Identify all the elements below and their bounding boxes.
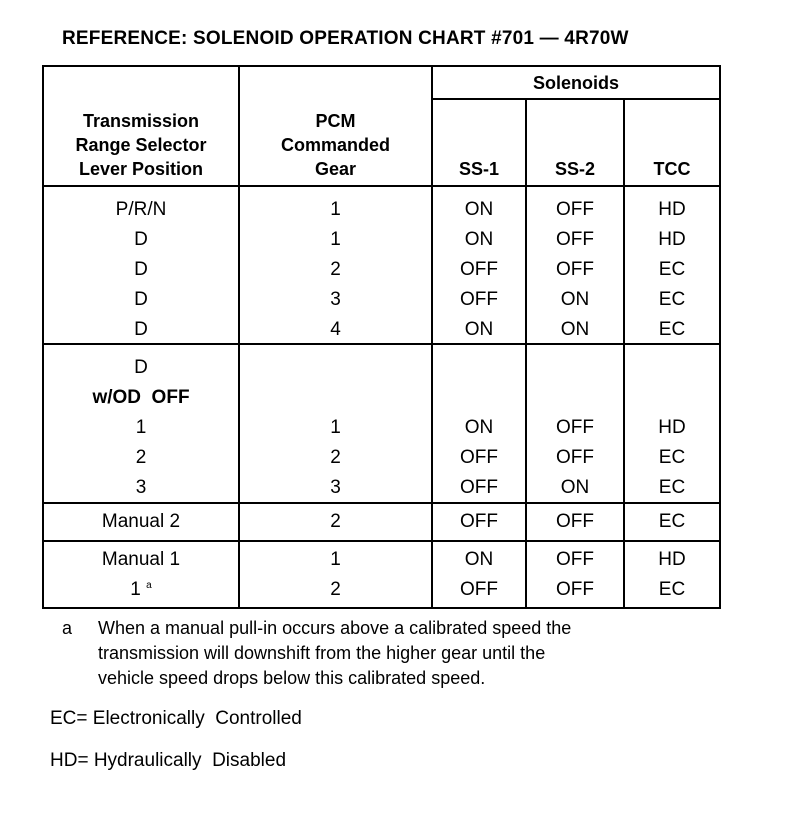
gear-cell: 2 bbox=[330, 579, 341, 600]
footnote-marker: a bbox=[146, 580, 152, 591]
footnote-line: transmission will downshift from the higher gear until the bbox=[98, 643, 546, 663]
ss1-cell: ON bbox=[464, 549, 494, 570]
ss1-cell: OFF bbox=[460, 289, 498, 310]
ss2-cell: OFF bbox=[556, 447, 594, 468]
lever-cell: D bbox=[134, 229, 148, 250]
header-tcc: TCC bbox=[653, 159, 691, 179]
header-line: Range Selector bbox=[75, 135, 207, 155]
gear-cell: 1 bbox=[330, 549, 341, 570]
footnote-line: When a manual pull-in occurs above a calibrated speed the bbox=[98, 618, 572, 638]
ss2-cell: OFF bbox=[556, 511, 594, 532]
tcc-cell: HD bbox=[658, 417, 686, 438]
lever-cell: D bbox=[134, 259, 148, 280]
ss2-column-group-1 bbox=[527, 195, 623, 345]
header-solenoids: Solenoids bbox=[532, 73, 619, 93]
tcc-column-group-1 bbox=[625, 195, 719, 345]
header-line: Gear bbox=[314, 159, 357, 179]
lever-cell bbox=[44, 575, 238, 605]
solenoids-divider bbox=[431, 98, 719, 100]
tcc-column-group-2 bbox=[625, 413, 719, 503]
header-ss2: SS-2 bbox=[554, 159, 596, 179]
group-heading-line: w/OD OFF bbox=[92, 387, 190, 408]
gear-cell: 2 bbox=[330, 259, 341, 280]
ss1-cell: ON bbox=[464, 199, 494, 220]
header-ss1: SS-1 bbox=[458, 159, 500, 179]
gear-cell: 4 bbox=[330, 319, 341, 340]
ss2-cell: ON bbox=[560, 477, 590, 498]
header-divider bbox=[44, 185, 719, 187]
header-line: PCM bbox=[315, 111, 356, 131]
gear-cell: 2 bbox=[330, 447, 341, 468]
gear-cell: 3 bbox=[330, 289, 341, 310]
ss2-cell: ON bbox=[560, 289, 590, 310]
gear-column-group-1 bbox=[240, 195, 431, 345]
tcc-cell: EC bbox=[658, 511, 686, 532]
ss1-cell: OFF bbox=[460, 477, 498, 498]
lever-column-group-2 bbox=[44, 353, 238, 503]
footnote-line: vehicle speed drops below this calibrated speed. bbox=[98, 668, 486, 688]
lever-cell: D bbox=[134, 319, 148, 340]
lever-cell: D bbox=[134, 289, 148, 310]
lever-cell: 2 bbox=[135, 447, 147, 468]
ss1-column-group-1 bbox=[433, 195, 525, 345]
gear-cell: 1 bbox=[330, 199, 341, 220]
tcc-cell: EC bbox=[658, 447, 686, 468]
gear-column-group-4 bbox=[240, 545, 431, 605]
footnote-text bbox=[98, 616, 571, 691]
gear-cell: 1 bbox=[330, 229, 341, 250]
ss2-cell: ON bbox=[560, 319, 590, 340]
ss2-cell: OFF bbox=[556, 417, 594, 438]
header-lever-position bbox=[44, 109, 238, 181]
group-heading-line: D bbox=[134, 357, 148, 378]
gear-cell: 1 bbox=[330, 417, 341, 438]
ss2-cell: OFF bbox=[556, 579, 594, 600]
tcc-cell: EC bbox=[658, 259, 686, 280]
gear-column-group-2 bbox=[240, 413, 431, 503]
header-line: Lever Position bbox=[78, 159, 204, 179]
ss2-cell: OFF bbox=[556, 549, 594, 570]
legend-ec: EC= Electronically Controlled bbox=[50, 708, 302, 729]
lever-column-group-1 bbox=[44, 195, 238, 345]
ss1-cell: ON bbox=[464, 319, 494, 340]
tcc-cell: EC bbox=[658, 289, 686, 310]
chart-title: REFERENCE: SOLENOID OPERATION CHART #701 — 4R70W bbox=[62, 28, 629, 49]
tcc-cell: HD bbox=[658, 199, 686, 220]
header-line: Commanded bbox=[280, 135, 390, 155]
lever-value: 1 bbox=[130, 579, 141, 600]
tcc-cell: EC bbox=[658, 319, 686, 340]
ss1-cell: OFF bbox=[460, 259, 498, 280]
lever-cell: 3 bbox=[135, 477, 147, 498]
header-commanded-gear bbox=[240, 109, 431, 181]
lever-cell: P/R/N bbox=[115, 199, 167, 220]
tcc-cell: HD bbox=[658, 549, 686, 570]
footnote-marker: a bbox=[62, 618, 73, 638]
ss1-cell: ON bbox=[464, 229, 494, 250]
lever-cell: 1 bbox=[135, 417, 147, 438]
ss1-column-group-2 bbox=[433, 413, 525, 503]
lever-column-group-4 bbox=[44, 545, 238, 605]
ss2-column-group-2 bbox=[527, 413, 623, 503]
ss2-cell: OFF bbox=[556, 259, 594, 280]
gear-cell: 2 bbox=[330, 511, 341, 532]
legend-hd: HD= Hydraulically Disabled bbox=[50, 750, 287, 771]
lever-cell: Manual 2 bbox=[101, 511, 181, 532]
ss2-column-group-4 bbox=[527, 545, 623, 605]
tcc-cell: EC bbox=[658, 579, 686, 600]
tcc-cell: EC bbox=[658, 477, 686, 498]
ss1-cell: OFF bbox=[460, 511, 498, 532]
ss1-cell: OFF bbox=[460, 447, 498, 468]
lever-cell: Manual 1 bbox=[101, 549, 181, 570]
tcc-cell: HD bbox=[658, 229, 686, 250]
ss2-cell: OFF bbox=[556, 199, 594, 220]
ss1-column-group-4 bbox=[433, 545, 525, 605]
solenoid-operation-table bbox=[42, 65, 721, 609]
ss1-cell: OFF bbox=[460, 579, 498, 600]
header-line: Transmission bbox=[82, 111, 200, 131]
tcc-column-group-4 bbox=[625, 545, 719, 605]
group-divider bbox=[44, 540, 719, 542]
ss1-cell: ON bbox=[464, 417, 494, 438]
ss2-cell: OFF bbox=[556, 229, 594, 250]
gear-cell: 3 bbox=[330, 477, 341, 498]
